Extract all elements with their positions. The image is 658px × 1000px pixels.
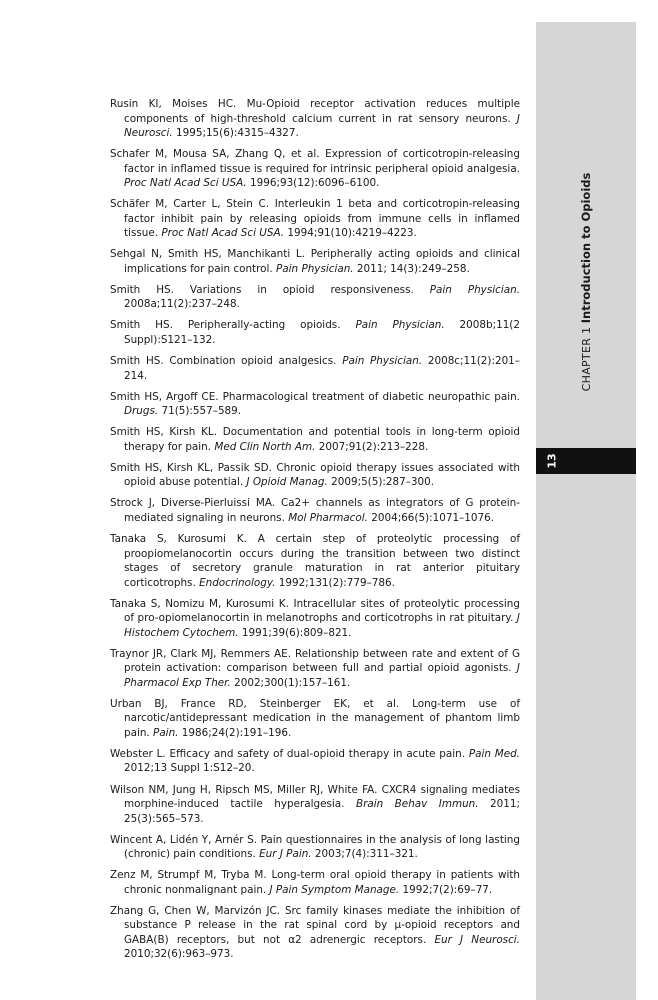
reference-details: 2007;91(2):213–228. — [315, 440, 429, 453]
reference-journal: Pain. — [153, 726, 179, 739]
reference-details: 2009;5(5):287–300. — [327, 476, 435, 489]
reference-details: 2008c;11(2):201–214. — [124, 355, 520, 382]
reference-authors-title: Smith HS, Kirsh KL. Documentation and potential tools in long-term opioid therapy for pain. — [110, 426, 520, 453]
reference-details: 2002;300(1):157–161. — [230, 676, 351, 689]
reference-item — [110, 283, 520, 312]
chapter-sidebar — [536, 22, 636, 1000]
reference-journal: J Pain Symptom Manage. — [269, 883, 400, 896]
reference-list — [110, 97, 520, 968]
reference-item — [110, 354, 520, 383]
reference-journal: Pain Med. — [468, 747, 520, 760]
reference-journal: Mol Pharmacol. — [288, 511, 368, 524]
reference-details: 2010;32(6):963–973. — [124, 948, 234, 961]
reference-journal: Endocrinology. — [199, 576, 276, 589]
reference-details: 2003;7(4):311–321. — [311, 848, 418, 861]
reference-details: 2012;13 Suppl 1:S12–20. — [124, 762, 255, 775]
reference-authors-title: Urban BJ, France RD, Steinberger EK, et al. Long-term use of narcotic/antidepressant medication in the management of phantom limb pain. — [110, 697, 520, 739]
reference-item — [110, 697, 520, 741]
reference-journal: Med Clin North Am. — [214, 440, 316, 453]
reference-authors-title: Zhang G, Chen W, Marvizón JC. Src family kinases mediate the inhibition of substance P release in the rat spinal cord by μ-opioid receptors and GABA(B) receptors, but not α2 adrenergic receptors. — [110, 904, 520, 946]
reference-item — [110, 647, 520, 691]
chapter-prefix: CHAPTER 1 — [580, 326, 593, 392]
reference-journal: Eur J Pain. — [259, 848, 312, 861]
reference-item — [110, 532, 520, 590]
chapter-heading — [579, 173, 593, 392]
reference-journal: Eur J Neurosci. — [434, 933, 520, 946]
reference-item — [110, 783, 520, 827]
reference-journal: Proc Natl Acad Sci USA. — [161, 227, 285, 240]
reference-details: 2008a;11(2):237–248. — [124, 298, 240, 311]
reference-journal: Pain Physician. — [355, 319, 445, 332]
reference-details: 71(5):557–589. — [158, 405, 242, 418]
reference-journal: J Pharmacol Exp Ther. — [124, 662, 520, 689]
reference-authors-title: Schafer M, Mousa SA, Zhang Q, et al. Expression of corticotropin-releasing factor in inflamed tissue is required for intrinsic peripheral opioid analgesia. — [110, 148, 520, 175]
reference-authors-title: Rusin KI, Moises HC. Mu-Opioid receptor activation reduces multiple components of high-threshold calcium current in rat sensory neurons. — [110, 98, 520, 125]
reference-item — [110, 461, 520, 490]
reference-item — [110, 496, 520, 525]
reference-item — [110, 318, 520, 347]
reference-details: 1986;24(2):191–196. — [178, 726, 292, 739]
reference-details: 1991;39(6):809–821. — [238, 626, 352, 639]
reference-authors-title: Sehgal N, Smith HS, Manchikanti L. Peripherally acting opioids and clinical implications for pain control. — [110, 248, 520, 275]
reference-details: 1994;91(10):4219–4223. — [284, 227, 417, 240]
reference-authors-title: Tanaka S, Kurosumi K. A certain step of proteolytic processing of proopiomelanocortin occurs during the transition between two distinct stages of secretory granule maturation in rat anterior pituitary corticotrophs. — [110, 533, 520, 589]
reference-journal: Proc Natl Acad Sci USA. — [124, 177, 247, 190]
reference-item — [110, 97, 520, 141]
reference-authors-title: Smith HS. Variations in opioid responsiveness. — [110, 283, 430, 296]
reference-authors-title: Zenz M, Strumpf M, Tryba M. Long-term oral opioid therapy in patients with chronic nonmalignant pain. — [110, 869, 520, 896]
reference-authors-title: Smith HS, Argoff CE. Pharmacological treatment of diabetic neuropathic pain. — [110, 390, 520, 403]
page-number: 13 — [545, 453, 559, 469]
reference-journal: Pain Physician. — [342, 355, 423, 368]
reference-item — [110, 425, 520, 454]
reference-authors-title: Traynor JR, Clark MJ, Remmers AE. Relationship between rate and extent of G protein activation: comparison between full and partial opioid agonists. — [110, 647, 520, 675]
reference-item — [110, 904, 520, 962]
reference-item — [110, 147, 520, 191]
reference-authors-title: Wilson NM, Jung H, Ripsch MS, Miller RJ, White FA. CXCR4 signaling mediates morphine-induced tactile hyperalgesia. — [110, 783, 520, 810]
reference-authors-title: Webster L. Efficacy and safety of dual-opioid therapy in acute pain. — [110, 747, 469, 760]
reference-item — [110, 390, 520, 419]
reference-details: 1996;93(12):6096–6100. — [246, 177, 380, 190]
reference-journal: J Neurosci. — [124, 112, 520, 139]
reference-item — [110, 868, 520, 897]
reference-authors-title: Strock J, Diverse-Pierluissi MA. Ca2+ channels as integrators of G protein-mediated signaling in neurons. — [110, 497, 520, 524]
chapter-title: Introduction to Opioids — [579, 172, 593, 324]
reference-journal: J Opioid Manag. — [246, 476, 328, 489]
reference-item — [110, 247, 520, 276]
reference-journal: Pain Physician. — [429, 283, 520, 296]
reference-details: 2011; 14(3):249–258. — [353, 262, 470, 275]
reference-journal: Pain Physician. — [276, 262, 354, 275]
reference-item — [110, 197, 520, 241]
reference-details: 1995;15(6):4315–4327. — [172, 127, 299, 139]
reference-details: 2011; 25(3):565–573. — [124, 798, 520, 825]
reference-details: 1992;7(2):69–77. — [399, 883, 493, 896]
reference-item — [110, 597, 520, 641]
reference-journal: Brain Behav Immun. — [355, 798, 479, 810]
reference-authors-title: Smith HS, Kirsh KL, Passik SD. Chronic opioid therapy issues associated with opioid abuse potential. — [110, 461, 520, 489]
reference-details: 2004;66(5):1071–1076. — [367, 511, 495, 524]
reference-authors-title: Schäfer M, Carter L, Stein C. Interleukin 1 beta and corticotropin-releasing factor inhibit pain by releasing opioids from immune cells in inflamed tissue. — [110, 198, 520, 240]
reference-item — [110, 833, 520, 862]
reference-details: 2008b;11(2 Suppl):S121–132. — [124, 319, 520, 346]
reference-authors-title: Smith HS. Combination opioid analgesics. — [110, 355, 343, 368]
reference-authors-title: Tanaka S, Nomizu M, Kurosumi K. Intracellular sites of proteolytic processing of pro-opiomelanocortin in melanotrophs and corticotrophs in rat pituitary. — [110, 597, 520, 625]
reference-authors-title: Wincent A, Lidén Y, Arnér S. Pain questionnaires in the analysis of long lasting (chronic) pain conditions. — [110, 833, 520, 861]
reference-journal: Drugs. — [124, 405, 159, 418]
reference-journal: J Histochem Cytochem. — [124, 612, 520, 639]
reference-item — [110, 747, 520, 776]
reference-authors-title: Smith HS. Peripherally-acting opioids. — [110, 319, 356, 332]
reference-details: 1992;131(2):779–786. — [275, 576, 395, 589]
